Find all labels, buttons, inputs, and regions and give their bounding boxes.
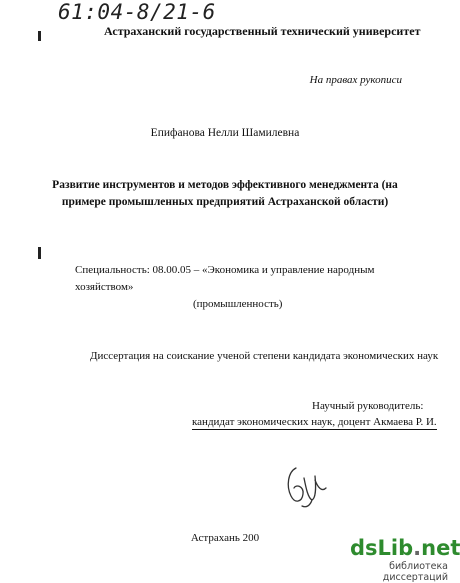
city-and-year: Астрахань 200 xyxy=(190,532,260,544)
watermark-brand xyxy=(350,536,460,560)
margin-mark-middle xyxy=(38,247,41,259)
specialty-line: Специальность: 08.00.05 – «Экономика и управление народным хозяйством» xyxy=(75,264,375,293)
handwritten-signature xyxy=(282,458,330,510)
author-name: Епифанова Нелли Шамилевна xyxy=(150,127,300,139)
university-name: Астраханский государственный технический университет xyxy=(104,24,421,38)
dslib-watermark-logo[interactable] xyxy=(350,536,460,583)
degree-statement: Диссертация на соискание ученой степени кандидата экономических наук xyxy=(90,350,439,362)
brand-dot: . xyxy=(413,536,422,560)
watermark-tagline: библиотека диссертаций xyxy=(382,561,448,583)
specialty-branch: (промышленность) xyxy=(193,298,283,310)
brand-part-right: net xyxy=(421,536,460,560)
archive-code-handwritten: 61:04-8/21-6 xyxy=(58,0,216,24)
manuscript-note: На правах рукописи xyxy=(309,74,402,86)
brand-part-left: dsLib xyxy=(350,536,414,560)
supervisor-name: кандидат экономических наук, доцент Акмаева Р. И. xyxy=(192,416,437,428)
specialty-block xyxy=(75,262,415,313)
dissertation-title: Развитие инструментов и методов эффективного менеджмента (на примере промышленных предприятий Астраханской области) xyxy=(52,179,398,208)
supervisor-label: Научный руководитель: xyxy=(312,400,424,412)
margin-mark-top xyxy=(38,31,41,41)
